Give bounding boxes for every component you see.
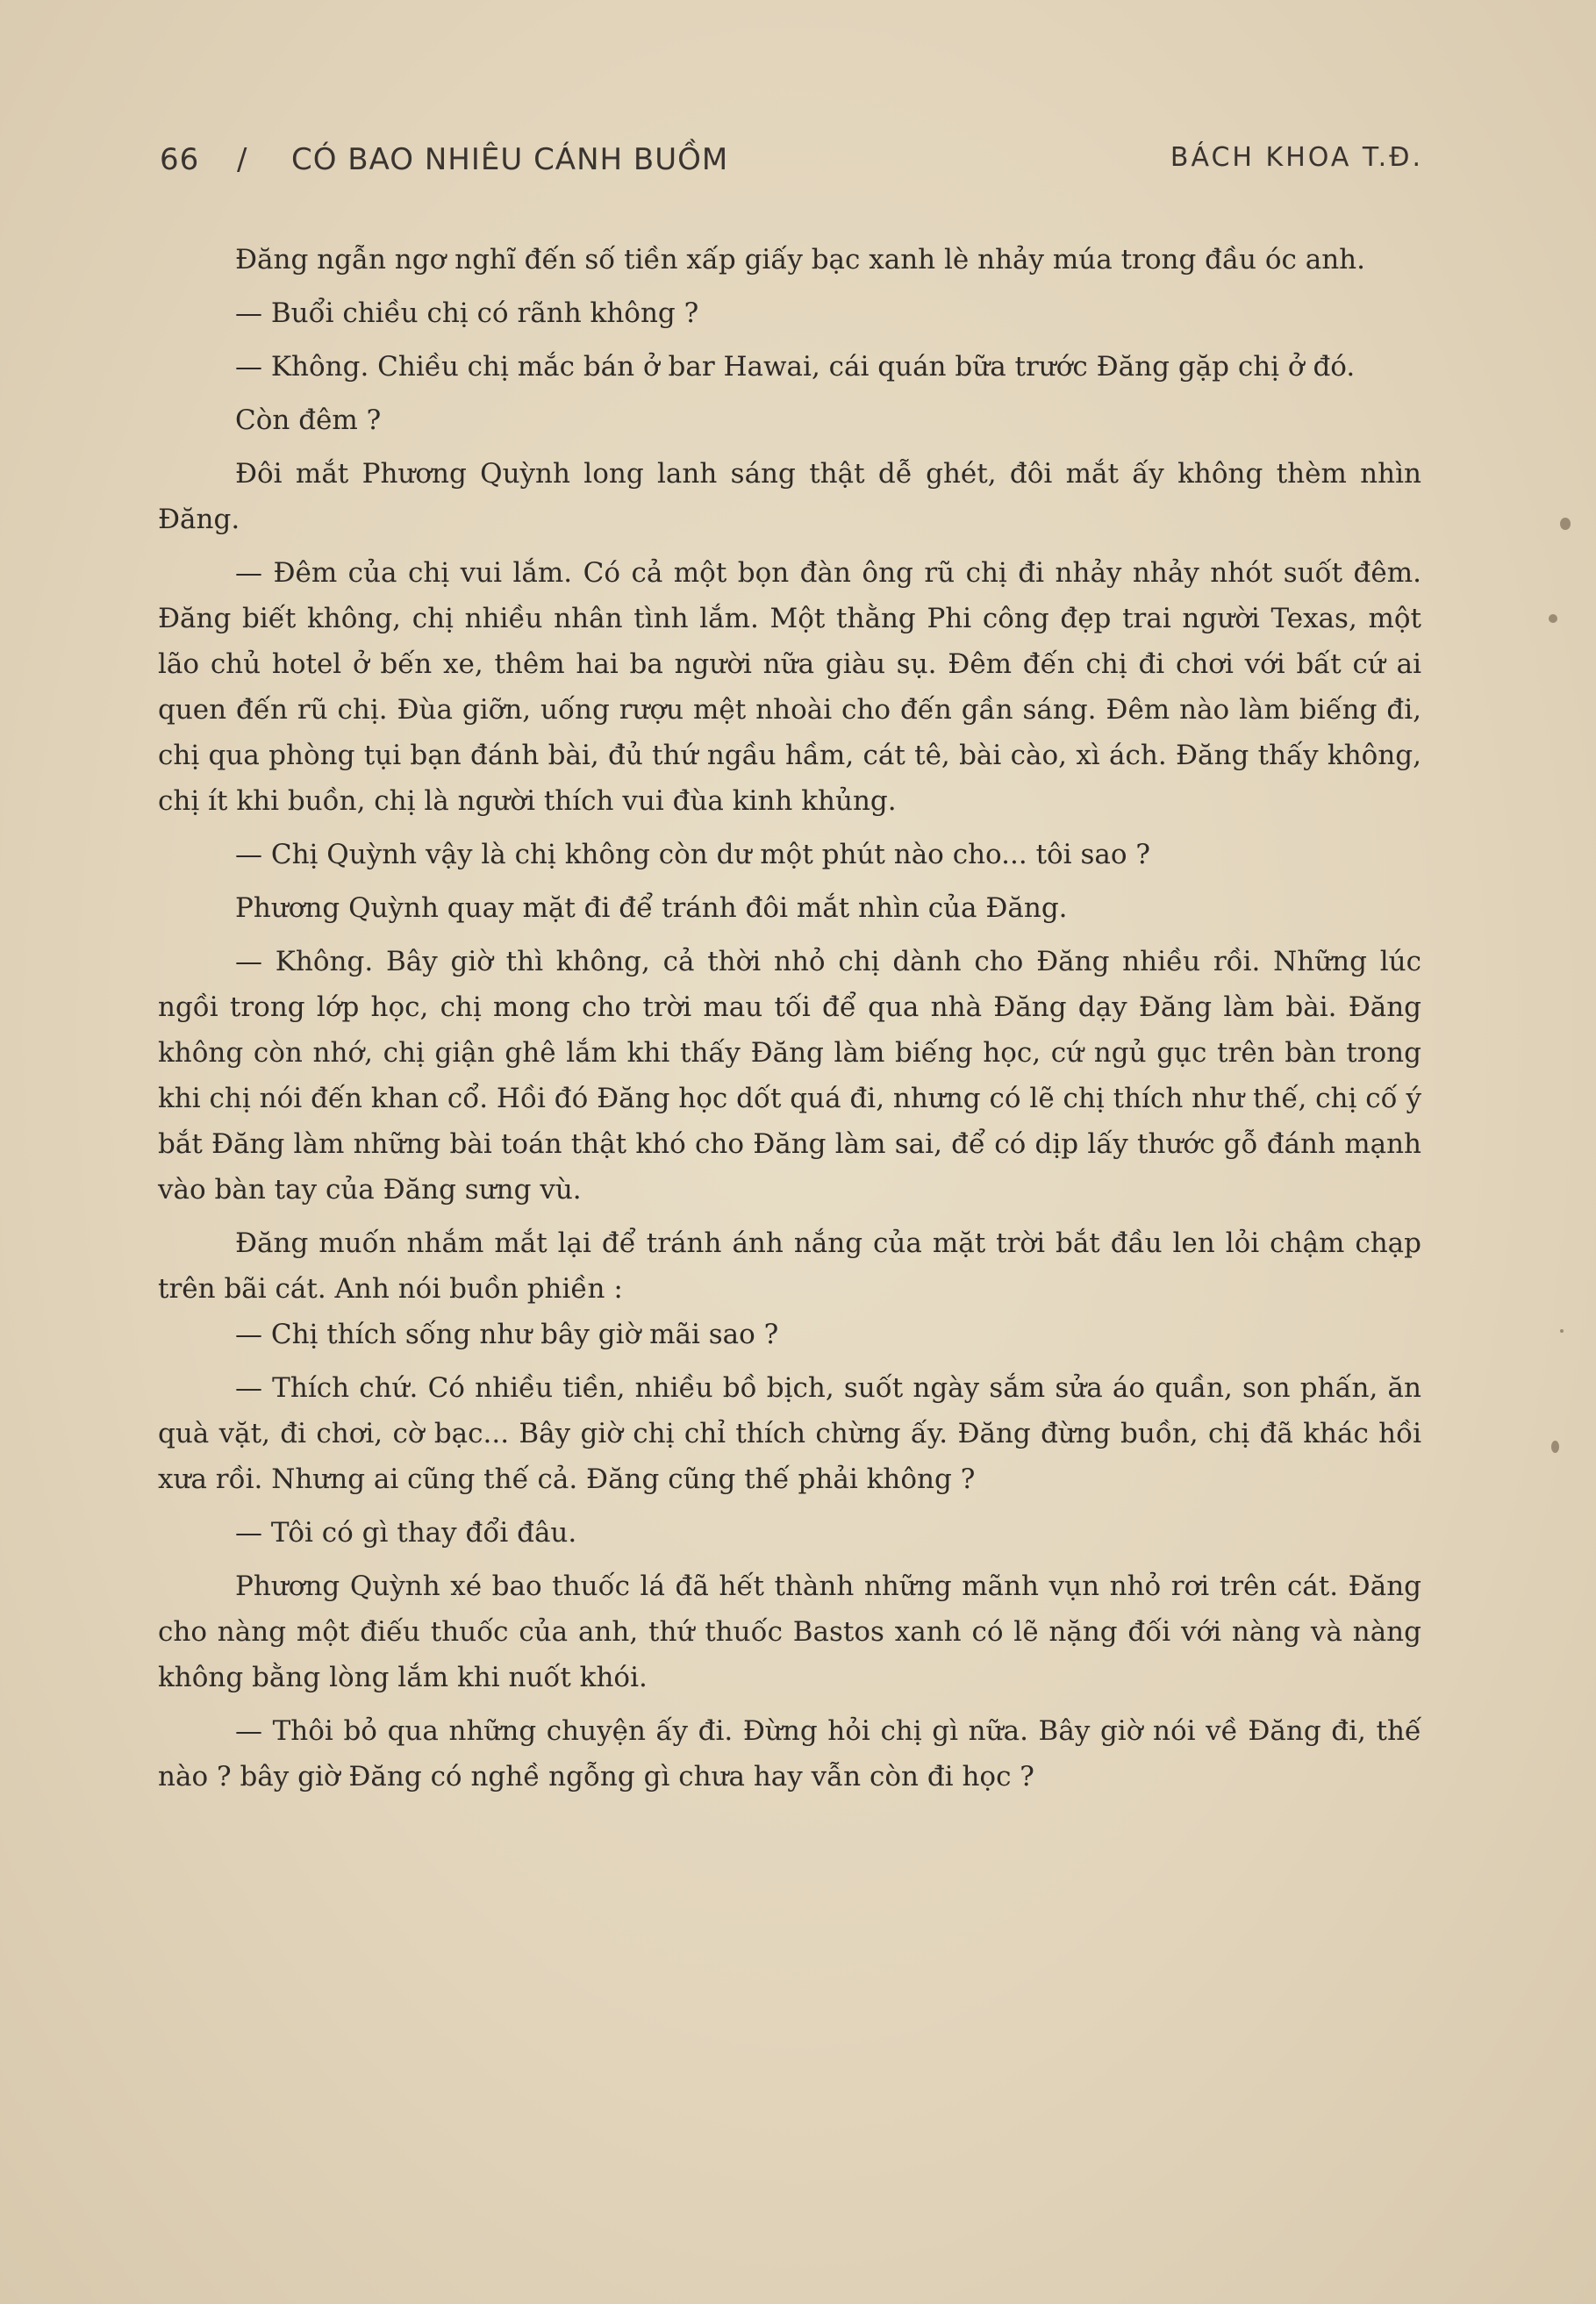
- page-number: 66: [160, 142, 200, 177]
- header-separator: /: [237, 142, 248, 177]
- paragraph: Còn đêm ?: [235, 404, 382, 436]
- paragraph: Đăng muốn nhắm mắt lại để tránh ánh nắng của mặt trời bắt đầu len lỏi chậm chạp trên bãi cát. Anh nói buồn phiền :: [158, 1227, 1421, 1305]
- publication-name: BÁCH KHOA T.Đ.: [1170, 142, 1423, 173]
- paragraph: — Thôi bỏ qua những chuyện ấy đi. Đừng hỏi chị gì nữa. Bây giờ nói về Đăng đi, thế nào ? bây giờ Đăng có nghề ngỗng gì chưa hay vẫn còn đi học ?: [158, 1715, 1421, 1792]
- paragraph: Đôi mắt Phương Quỳnh long lanh sáng thật dễ ghét, đôi mắt ấy không thèm nhìn Đăng.: [158, 458, 1421, 535]
- paragraph: Đăng ngẫn ngơ nghĩ đến số tiền xấp giấy bạc xanh lè nhảy múa trong đầu óc anh.: [235, 244, 1365, 275]
- paper-speck: [1560, 1329, 1564, 1333]
- paragraph: — Buổi chiều chị có rãnh không ?: [235, 297, 699, 329]
- paragraph: — Chị thích sống như bây giờ mãi sao ?: [235, 1319, 779, 1350]
- paragraph: — Tôi có gì thay đổi đâu.: [235, 1517, 577, 1549]
- paragraph: — Đêm của chị vui lắm. Có cả một bọn đàn ông rũ chị đi nhảy nhảy nhót suốt đêm. Đăng biết không, chị nhiều nhân tình lắm. Một thằng Phi công đẹp trai người Texas, một lão chủ hotel ở bến xe, thêm hai ba người nữa giàu sụ. Đêm đến chị đi chơi với bất cứ ai quen đến rũ chị. Đùa giỡn, uống rượu mệt nhoài cho đến gần sáng. Đêm nào làm biếng đi, chị qua phòng tụi bạn đánh bài, đủ thứ ngầu hầm, cát tê, bài cào, xì ách. Đăng thấy không, chị ít khi buồn, chị là người thích vui đùa kinh khủng.: [158, 557, 1421, 817]
- paragraph: Phương Quỳnh quay mặt đi để tránh đôi mắt nhìn của Đăng.: [235, 892, 1068, 924]
- paragraph: Phương Quỳnh xé bao thuốc lá đã hết thành những mãnh vụn nhỏ rơi trên cát. Đăng cho nàng một điếu thuốc của anh, thứ thuốc Bastos xanh có lẽ nặng đối với nàng và nàng không bằng lòng lắm khi nuốt khói.: [158, 1571, 1421, 1693]
- page-header: [160, 142, 1423, 186]
- paragraph: — Chị Quỳnh vậy là chị không còn dư một phút nào cho... tôi sao ?: [235, 839, 1150, 870]
- paragraph: — Không. Chiều chị mắc bán ở bar Hawai, cái quán bữa trước Đăng gặp chị ở đó.: [235, 351, 1356, 383]
- body-text: [158, 237, 1421, 1807]
- running-title: CÓ BAO NHIÊU CÁNH BUỒM: [291, 142, 729, 177]
- paper-speck: [1551, 1441, 1559, 1453]
- paper-speck: [1549, 614, 1557, 623]
- paper-speck: [1560, 518, 1571, 530]
- paragraph: — Thích chứ. Có nhiều tiền, nhiều bồ bịch, suốt ngày sắm sửa áo quần, son phấn, ăn quà vặt, đi chơi, cờ bạc... Bây giờ chị chỉ thích chừng ấy. Đăng đừng buồn, chị đã khác hồi xưa rồi. Nhưng ai cũng thế cả. Đăng cũng thế phải không ?: [158, 1372, 1421, 1495]
- paragraph: — Không. Bây giờ thì không, cả thời nhỏ chị dành cho Đăng nhiều rồi. Những lúc ngồi trong lớp học, chị mong cho trời mau tối để qua nhà Đăng dạy Đăng làm bài. Đăng không còn nhớ, chị giận ghê lắm khi thấy Đăng làm biếng học, cứ ngủ gục trên bàn trong khi chị nói đến khan cổ. Hồi đó Đăng học dốt quá đi, nhưng có lẽ chị thích như thế, chị cố ý bắt Đăng làm những bài toán thật khó cho Đăng làm sai, để có dịp lấy thước gỗ đánh mạnh vào bàn tay của Đăng sưng vù.: [158, 946, 1421, 1206]
